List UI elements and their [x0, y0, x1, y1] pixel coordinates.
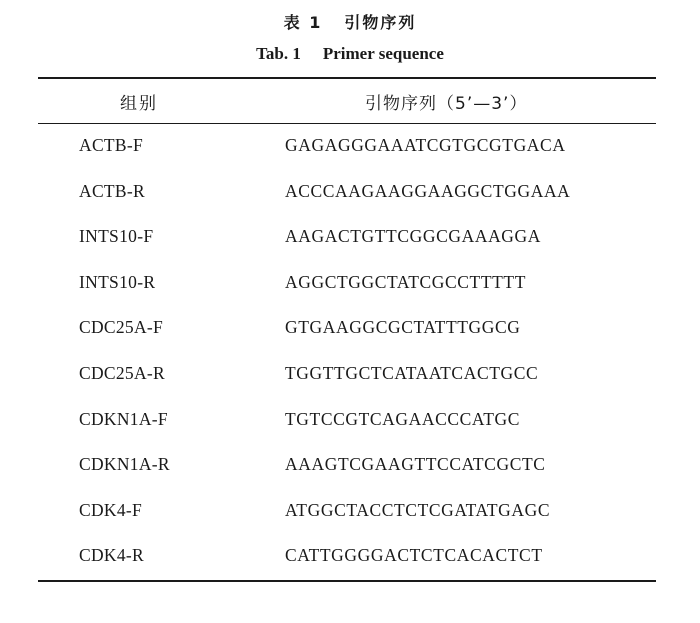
table-row	[0, 534, 700, 580]
table-caption-en	[0, 44, 700, 64]
primer-sequence: AGGCTGGCTATCGCCTTTTT	[285, 271, 527, 292]
primer-sequence: AAAGTCGAAGTTCCATCGCTC	[285, 454, 546, 475]
primer-name: INTS10-F	[79, 226, 154, 247]
table-body	[0, 124, 700, 580]
primer-sequence: GAGAGGGAAATCGTGCGTGACA	[285, 135, 566, 155]
primer-name: CDKN1A-F	[79, 408, 168, 429]
table-caption-cn	[0, 10, 700, 33]
column-header-sequence: 引物序列（5’—3’）	[365, 94, 528, 114]
primer-name: INTS10-R	[79, 271, 156, 292]
table-row	[0, 261, 700, 307]
table-row	[0, 398, 700, 444]
table-top-rule	[38, 77, 656, 79]
primer-name: ACTB-F	[79, 135, 144, 155]
column-header-group: 组别	[120, 94, 158, 114]
primer-sequence: TGTCCGTCAGAACCCATGC	[285, 408, 521, 429]
table-number-en: Tab. 1	[256, 44, 301, 63]
table-row	[0, 306, 700, 352]
table-row	[0, 124, 700, 170]
table-number-cn: 表 1	[283, 13, 323, 32]
table-row	[0, 352, 700, 398]
primer-name: CDK4-R	[79, 545, 144, 566]
table-title-en: Primer sequence	[322, 44, 444, 63]
primer-sequence: CATTGGGGACTCTCACACTCT	[285, 545, 543, 566]
table-bottom-rule	[38, 580, 656, 582]
primer-name: CDK4-F	[79, 499, 143, 520]
table-title-cn: 引物序列	[344, 13, 417, 32]
table-row	[0, 443, 700, 489]
table-row	[0, 489, 700, 535]
primer-sequence: ATGGCTACCTCTCGATATGAGC	[285, 499, 551, 520]
primer-name: CDC25A-R	[79, 362, 166, 383]
table-row	[0, 215, 700, 261]
primer-name: CDC25A-F	[79, 317, 164, 338]
primer-sequence: ACCCAAGAAGGAAGGCTGGAAA	[285, 180, 571, 201]
primer-sequence: AAGACTGTTCGGCGAAAGGA	[285, 226, 542, 247]
primer-name: ACTB-R	[79, 180, 145, 201]
table-row	[0, 170, 700, 216]
primer-sequence: TGGTTGCTCATAATCACTGCC	[285, 362, 539, 383]
primer-sequence: GTGAAGGCGCTATTTGGCG	[285, 317, 521, 338]
primer-name: CDKN1A-R	[79, 454, 170, 475]
